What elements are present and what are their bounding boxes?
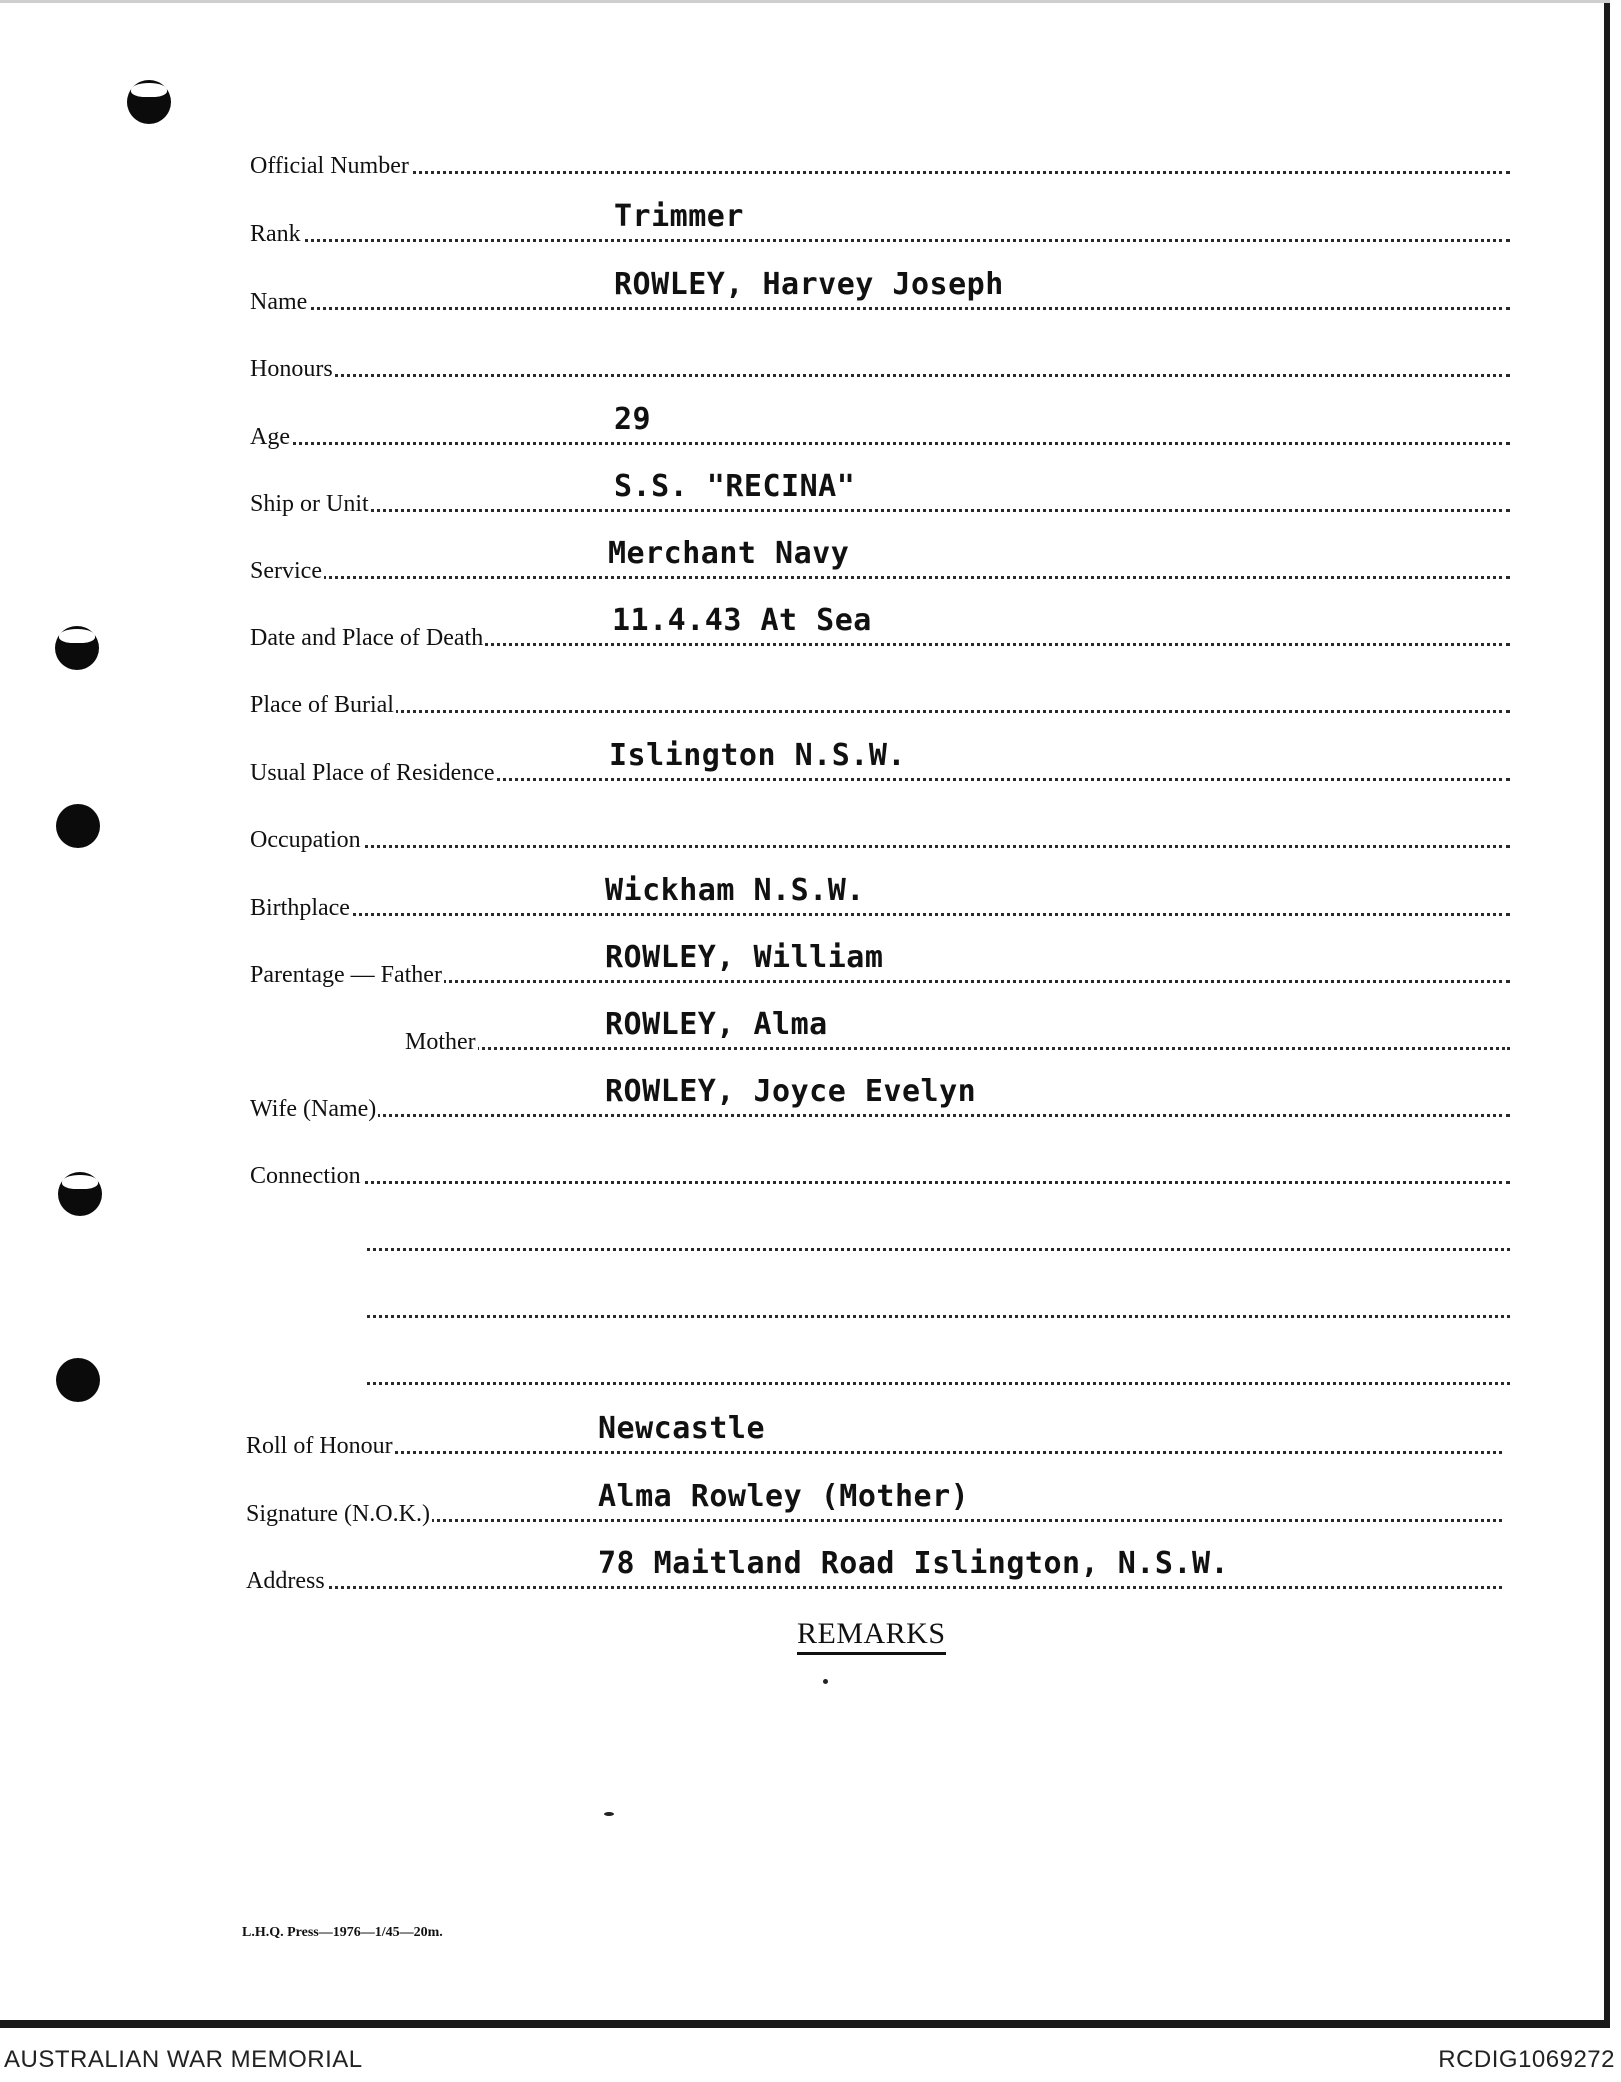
birthplace-row (250, 873, 1510, 922)
service-row (250, 536, 1510, 585)
footer-record-id: RCDIG1069272 (1438, 2046, 1615, 2073)
connection-row (250, 1150, 1510, 1190)
dotted-line (250, 1181, 1510, 1184)
connection-continuation-line (367, 1284, 1510, 1324)
dotted-line (250, 913, 1510, 916)
honours-label: Honours (250, 356, 333, 382)
punch-hole (56, 1358, 100, 1402)
residence-row (250, 738, 1510, 787)
wife-row (250, 1074, 1510, 1123)
punch-hole (55, 626, 99, 670)
residence-value: Islington N.S.W. (609, 738, 906, 773)
punch-hole (127, 80, 171, 124)
roll-of-honour-row (246, 1411, 1506, 1460)
dotted-line (250, 307, 1510, 310)
punch-hole (58, 1172, 102, 1216)
punch-hole (56, 804, 100, 848)
wife-label: Wife (Name) (250, 1096, 377, 1122)
dotted-line (250, 239, 1510, 242)
address-label: Address (246, 1568, 325, 1594)
mother-value: ROWLEY, Alma (605, 1007, 828, 1042)
mother-label: Mother (405, 1029, 476, 1055)
father-value: ROWLEY, William (605, 940, 884, 975)
official-number-row (250, 140, 1510, 180)
ship-label: Ship or Unit (250, 491, 369, 517)
dotted-line (246, 1451, 1502, 1454)
address-row (246, 1546, 1506, 1595)
death-row (250, 603, 1510, 652)
birthplace-value: Wickham N.S.W. (605, 873, 865, 908)
father-label: Parentage — Father (250, 962, 442, 988)
wife-value: ROWLEY, Joyce Evelyn (605, 1074, 977, 1109)
rank-value: Trimmer (614, 199, 744, 234)
dotted-line (250, 576, 1510, 579)
address-value: 78 Maitland Road Islington, N.S.W. (598, 1546, 1230, 1581)
ship-value: S.S. "RECINA" (614, 469, 856, 504)
dotted-line (367, 1315, 1510, 1318)
printer-imprint: L.H.Q. Press—1976—1/45—20m. (242, 1925, 443, 1940)
dotted-line (250, 442, 1510, 445)
rank-label: Rank (250, 221, 301, 247)
footer-archive-name: AUSTRALIAN WAR MEMORIAL (4, 2046, 363, 2073)
name-value: ROWLEY, Harvey Joseph (614, 267, 1004, 302)
residence-label: Usual Place of Residence (250, 760, 495, 786)
dotted-line (246, 1586, 1502, 1589)
name-label: Name (250, 289, 308, 315)
honours-row (250, 343, 1510, 383)
death-label: Date and Place of Death (250, 625, 484, 651)
age-row (250, 402, 1510, 451)
connection-continuation-line (367, 1217, 1510, 1257)
dotted-line (250, 1114, 1510, 1117)
service-label: Service (250, 558, 322, 584)
roll-of-honour-value: Newcastle (598, 1411, 766, 1446)
burial-label: Place of Burial (250, 692, 394, 718)
dotted-line (250, 845, 1510, 848)
dotted-line (367, 1248, 1510, 1251)
connection-continuation-line (367, 1351, 1510, 1391)
signature-value: Alma Rowley (Mother) (598, 1479, 970, 1514)
page-top-edge (0, 0, 1610, 3)
dotted-line (246, 1519, 1502, 1522)
remarks-heading: REMARKS (797, 1618, 946, 1655)
occupation-row (250, 814, 1510, 854)
dotted-line (250, 509, 1510, 512)
service-value: Merchant Navy (608, 536, 850, 571)
rank-row (250, 199, 1510, 248)
birthplace-label: Birthplace (250, 895, 350, 921)
official-number-label: Official Number (250, 153, 409, 179)
signature-label: Signature (N.O.K.) (246, 1501, 430, 1527)
ink-speck (604, 1812, 614, 1816)
connection-label: Connection (250, 1163, 361, 1189)
occupation-label: Occupation (250, 827, 361, 853)
burial-row (250, 679, 1510, 719)
dotted-line (250, 374, 1510, 377)
mother-row (250, 1007, 1510, 1056)
death-value: 11.4.43 At Sea (612, 603, 872, 638)
father-row (250, 940, 1510, 989)
age-value: 29 (614, 402, 652, 437)
dotted-line (250, 171, 1510, 174)
roll-of-honour-label: Roll of Honour (246, 1433, 393, 1459)
name-row (250, 267, 1510, 316)
dotted-line (250, 710, 1510, 713)
ink-speck (823, 1679, 828, 1684)
dotted-line (367, 1382, 1510, 1385)
dotted-line (405, 1047, 1510, 1050)
ship-row (250, 469, 1510, 518)
age-label: Age (250, 424, 290, 450)
signature-row (246, 1479, 1506, 1528)
